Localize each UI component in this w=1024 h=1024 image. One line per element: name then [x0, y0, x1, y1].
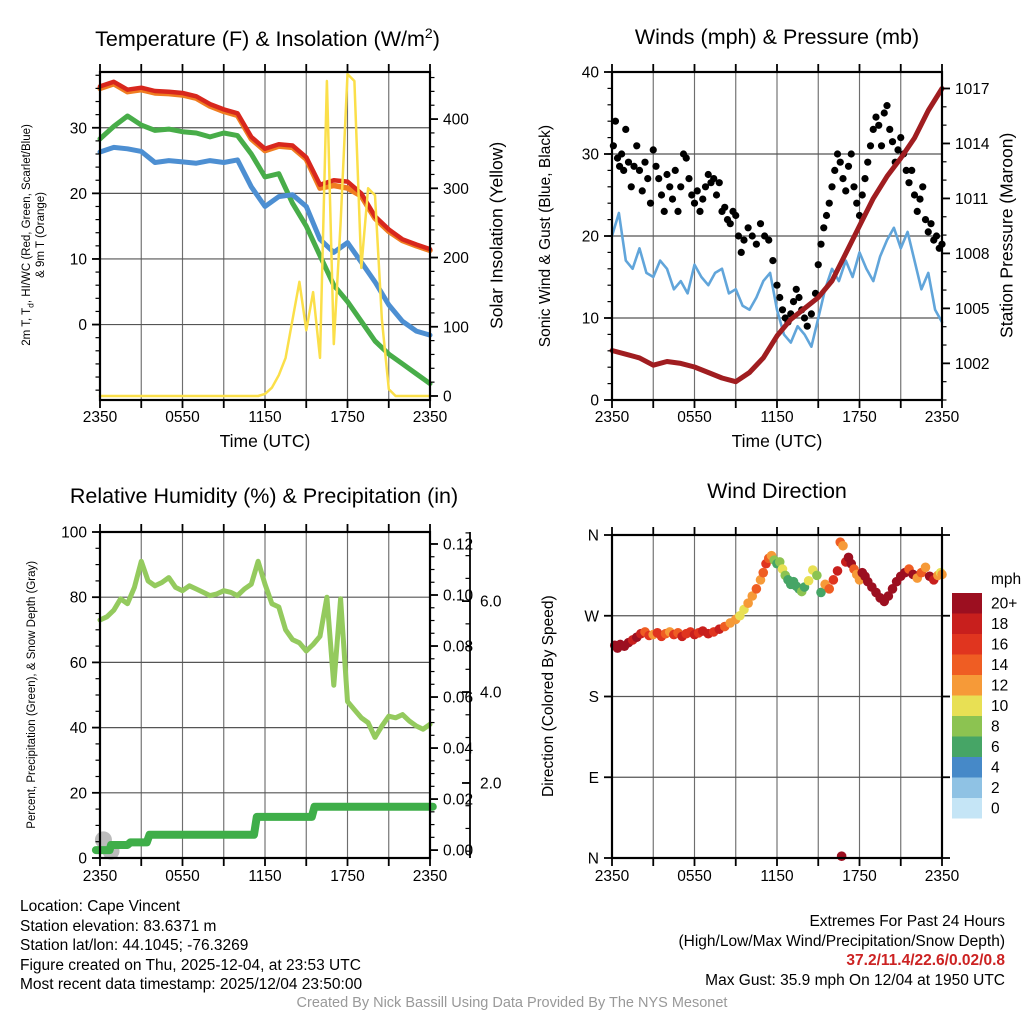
svg-text:2350: 2350 — [82, 409, 118, 426]
svg-text:1017: 1017 — [955, 80, 990, 98]
svg-text:0550: 0550 — [677, 409, 712, 426]
svg-text:1750: 1750 — [842, 409, 877, 426]
svg-text:0.08: 0.08 — [443, 638, 474, 656]
svg-text:1011: 1011 — [955, 190, 989, 208]
svg-text:N: N — [587, 527, 599, 545]
svg-text:300: 300 — [443, 180, 469, 198]
svg-text:40: 40 — [69, 720, 87, 738]
svg-text:4.0: 4.0 — [480, 684, 502, 702]
svg-text:1750: 1750 — [330, 409, 365, 426]
chart1-right-axis-title: Solar Insolation (Yellow) — [486, 141, 507, 329]
svg-text:2350: 2350 — [924, 868, 960, 885]
svg-text:0550: 0550 — [165, 409, 200, 426]
chart4-title: Wind Direction — [707, 479, 847, 503]
svg-text:4: 4 — [991, 759, 1000, 777]
chart3-title: Relative Humidity (%) & Precipitation (in) — [69, 484, 459, 508]
svg-text:0: 0 — [78, 317, 87, 335]
svg-text:40: 40 — [581, 64, 599, 82]
station-location: Location: Cape Vincent — [20, 898, 180, 915]
svg-text:0: 0 — [590, 392, 599, 410]
chart1-title-sup: 2 — [424, 25, 433, 41]
svg-text:10: 10 — [581, 310, 599, 328]
chart1-title-close: ) — [432, 27, 440, 52]
svg-text:10: 10 — [69, 251, 87, 269]
figure-created: Figure created on Thu, 2025-12-04, at 23:53 UTC — [20, 956, 361, 974]
station-elevation: Station elevation: 83.6371 m — [20, 917, 217, 935]
svg-text:1150: 1150 — [248, 868, 282, 885]
svg-text:N: N — [587, 850, 599, 868]
svg-text:1014: 1014 — [955, 135, 990, 153]
svg-text:mph: mph — [991, 571, 1022, 588]
extremes-block — [480, 912, 1005, 990]
svg-text:1750: 1750 — [330, 868, 365, 885]
svg-text:0.00: 0.00 — [443, 842, 474, 860]
svg-text:0.10: 0.10 — [443, 587, 474, 605]
chart1-xaxis-title: Time (UTC) — [219, 431, 311, 451]
svg-text:2350: 2350 — [594, 409, 630, 426]
svg-text:200: 200 — [443, 250, 469, 268]
svg-text:16: 16 — [991, 636, 1009, 654]
svg-text:8: 8 — [991, 718, 1000, 736]
svg-text:1005: 1005 — [955, 300, 990, 318]
svg-text:60: 60 — [69, 654, 87, 672]
svg-text:0.12: 0.12 — [443, 536, 474, 554]
chart2-title: Winds (mph) & Pressure (mb) — [634, 25, 920, 49]
svg-text:2350: 2350 — [412, 868, 448, 885]
svg-text:100: 100 — [443, 319, 469, 337]
svg-text:0550: 0550 — [165, 868, 200, 885]
credit-line: Created By Nick Bassill Using Data Provided By The NYS Mesonet — [296, 995, 728, 1011]
svg-text:20: 20 — [69, 785, 87, 803]
svg-text:S: S — [588, 689, 599, 706]
chart4-left-axis-title: Direction (Colored By Speed) — [539, 595, 557, 797]
svg-text:400: 400 — [443, 111, 469, 129]
chart1-title-text: Temperature (F) & Insolation (W/m — [95, 27, 425, 52]
station-info — [20, 897, 362, 995]
svg-text:1150: 1150 — [248, 409, 282, 426]
chart2-xaxis-title: Time (UTC) — [731, 431, 823, 451]
svg-text:2350: 2350 — [924, 409, 960, 426]
svg-text:1150: 1150 — [760, 409, 794, 426]
svg-text:0.04: 0.04 — [443, 740, 474, 758]
svg-text:E: E — [588, 769, 599, 787]
extremes-values: 37.2/11.4/22.6/0.02/0.8 — [846, 952, 1005, 970]
extremes-title: Extremes For Past 24 Hours — [809, 913, 1005, 930]
chart3-left-axis-title: Percent, Precipitation (Green), & Snow Depth (Gray) — [26, 560, 39, 829]
svg-text:W: W — [584, 608, 599, 626]
recent-timestamp: Most recent data timestamp: 2025/12/04 23:50:00 — [20, 976, 363, 994]
svg-text:6.0: 6.0 — [480, 593, 502, 611]
svg-text:30: 30 — [69, 120, 87, 138]
svg-text:18: 18 — [991, 616, 1009, 633]
svg-text:14: 14 — [991, 657, 1009, 674]
chart2-right-axis-title: Station Pressure (Maroon) — [996, 132, 1017, 338]
svg-text:0: 0 — [991, 800, 1000, 818]
svg-text:2350: 2350 — [82, 868, 118, 885]
svg-text:1002: 1002 — [955, 355, 990, 373]
svg-text:0.02: 0.02 — [443, 791, 474, 809]
svg-text:2350: 2350 — [412, 409, 448, 426]
extremes-subtitle: (High/Low/Max Wind/Precipitation/Snow Depth) — [678, 932, 1005, 950]
svg-text:100: 100 — [61, 524, 87, 542]
station-latlon: Station lat/lon: 44.1045; -76.3269 — [20, 937, 249, 955]
svg-text:0: 0 — [78, 850, 87, 868]
chart2-left-axis-title: Sonic Wind & Gust (Blue, Black) — [536, 125, 554, 348]
svg-text:1150: 1150 — [760, 868, 794, 885]
svg-text:0.06: 0.06 — [443, 689, 474, 707]
svg-text:12: 12 — [991, 677, 1009, 695]
svg-text:0: 0 — [443, 388, 452, 406]
svg-text:2.0: 2.0 — [480, 775, 502, 793]
svg-text:20: 20 — [69, 185, 87, 203]
chart1-title — [55, 25, 480, 52]
svg-text:80: 80 — [69, 589, 87, 607]
svg-text:20: 20 — [581, 228, 599, 246]
chart1-left-axis-title: 2m T, $T_d$, HI/WC (Red, Green, Scarlet/Blue) & 9m T (Orange) — [21, 124, 48, 346]
svg-text:6: 6 — [991, 739, 1000, 756]
svg-text:30: 30 — [581, 146, 599, 164]
svg-text:1008: 1008 — [955, 245, 990, 263]
svg-text:10: 10 — [991, 698, 1009, 715]
svg-text:0550: 0550 — [677, 868, 712, 885]
max-gust: Max Gust: 35.9 mph On 12/04 at 1950 UTC — [705, 971, 1005, 989]
svg-text:2350: 2350 — [594, 868, 630, 885]
svg-text:20+: 20+ — [991, 595, 1018, 613]
svg-text:1750: 1750 — [842, 868, 877, 885]
svg-text:2: 2 — [991, 780, 1000, 797]
